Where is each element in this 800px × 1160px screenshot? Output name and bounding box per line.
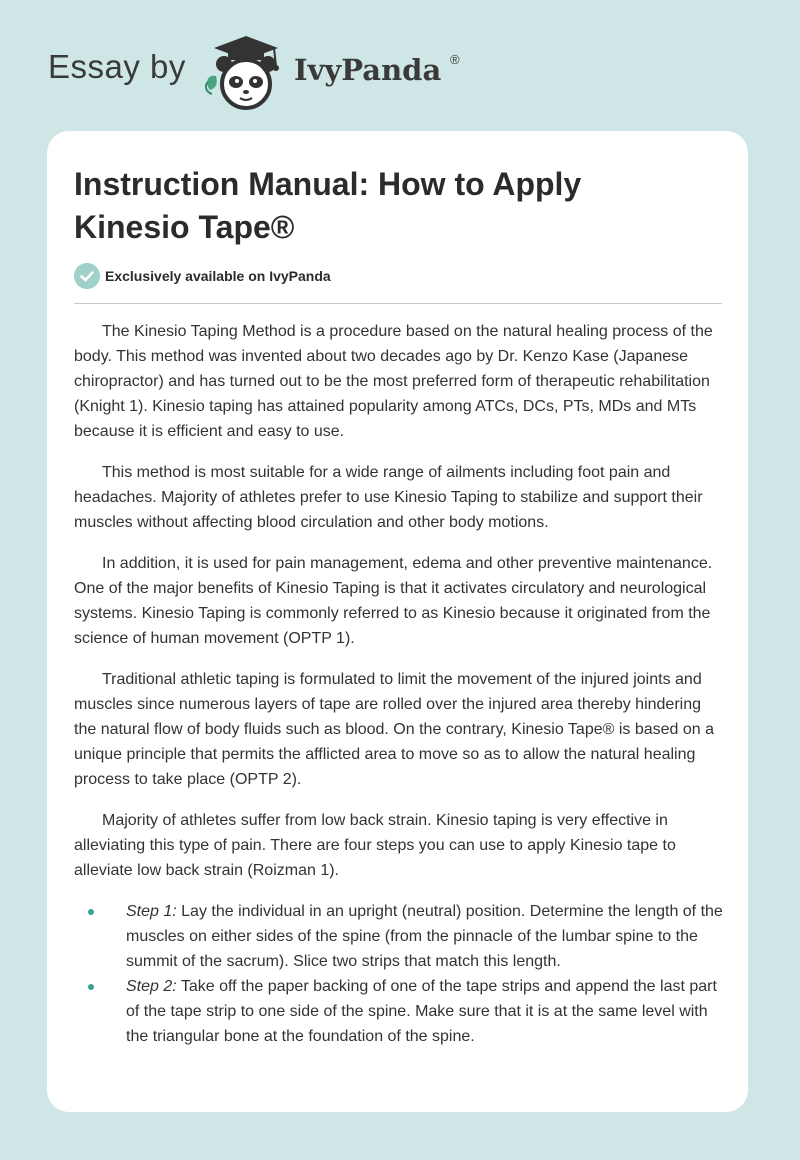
paragraph: The Kinesio Taping Method is a procedure based on the natural healing process of the body. This method was invented about two decades ago by Dr. Kenzo Kase (Japanese chiropractor) and has turned out to be the most preferred form of therapeutic rehabilitation (Knight 1). Kinesio taping has attained popularity among ATCs, DCs, PTs, MDs and MTs because it is efficient and easy to use. [74,323,713,440]
step-label: Step 2: [126,978,177,995]
steps-list [74,899,724,1049]
bullet-dot [88,984,94,990]
title-divider [74,303,722,304]
list-item [74,974,724,1049]
step-text: Lay the individual in an upright (neutral) position. Determine the length of the muscles on either sides of the spine (from the pinnacle of the lumbar spine to the summit of the sacrum). Slice two strips that match this length. [126,903,723,970]
brand-header [48,34,508,114]
paragraph: In addition, it is used for pain management, edema and other preventive maintenance. One of the major benefits of Kinesio Taping is that it activates circulatory and neurological systems. Kinesio Taping is commonly referred to as Kinesio because it originated from the science of human movement (OPTP 1). [74,555,713,647]
exclusive-badge-text: Exclusively available on IvyPanda [105,268,331,284]
panda-graduate-logo-icon[interactable] [200,34,284,114]
paragraph: This method is most suitable for a wide range of ailments including foot pain and headaches. Majority of athletes prefer to use Kinesio Taping to stabilize and support their muscles without affecting blood circulation and other body motions. [74,464,703,531]
article-body [74,319,724,1049]
article-card [47,131,748,1112]
step-text: Take off the paper backing of one of the tape strips and append the last part of the tape strip to one side of the spine. Make sure that it is at the same level with the triangular bone at the foundation of the spine. [126,978,717,1045]
list-item [74,899,724,974]
paragraph: Traditional athletic taping is formulated to limit the movement of the injured joints and muscles since numerous layers of tape are rolled over the injured area thereby hindering the natural flow of body fluids such as blood. On the contrary, Kinesio Tape® is based on a unique principle that permits the afflicted area to move so as to allow the natural healing process to take place (OPTP 2). [74,671,715,788]
page-title: Instruction Manual: How to Apply Kinesio Tape® [74,166,582,245]
paragraph: Majority of athletes suffer from low back strain. Kinesio taping is very effective in alleviating this type of pain. There are four steps you can use to apply Kinesio tape to alleviate low back strain (Roizman 1). [74,812,676,879]
step-label: Step 1: [126,903,177,920]
registered-mark: ® [450,52,460,67]
brand-prefix: Essay by [48,48,186,85]
brand-name[interactable]: IvyPanda [294,53,442,87]
bullet-dot [88,909,94,915]
checkmark-icon [74,263,100,289]
